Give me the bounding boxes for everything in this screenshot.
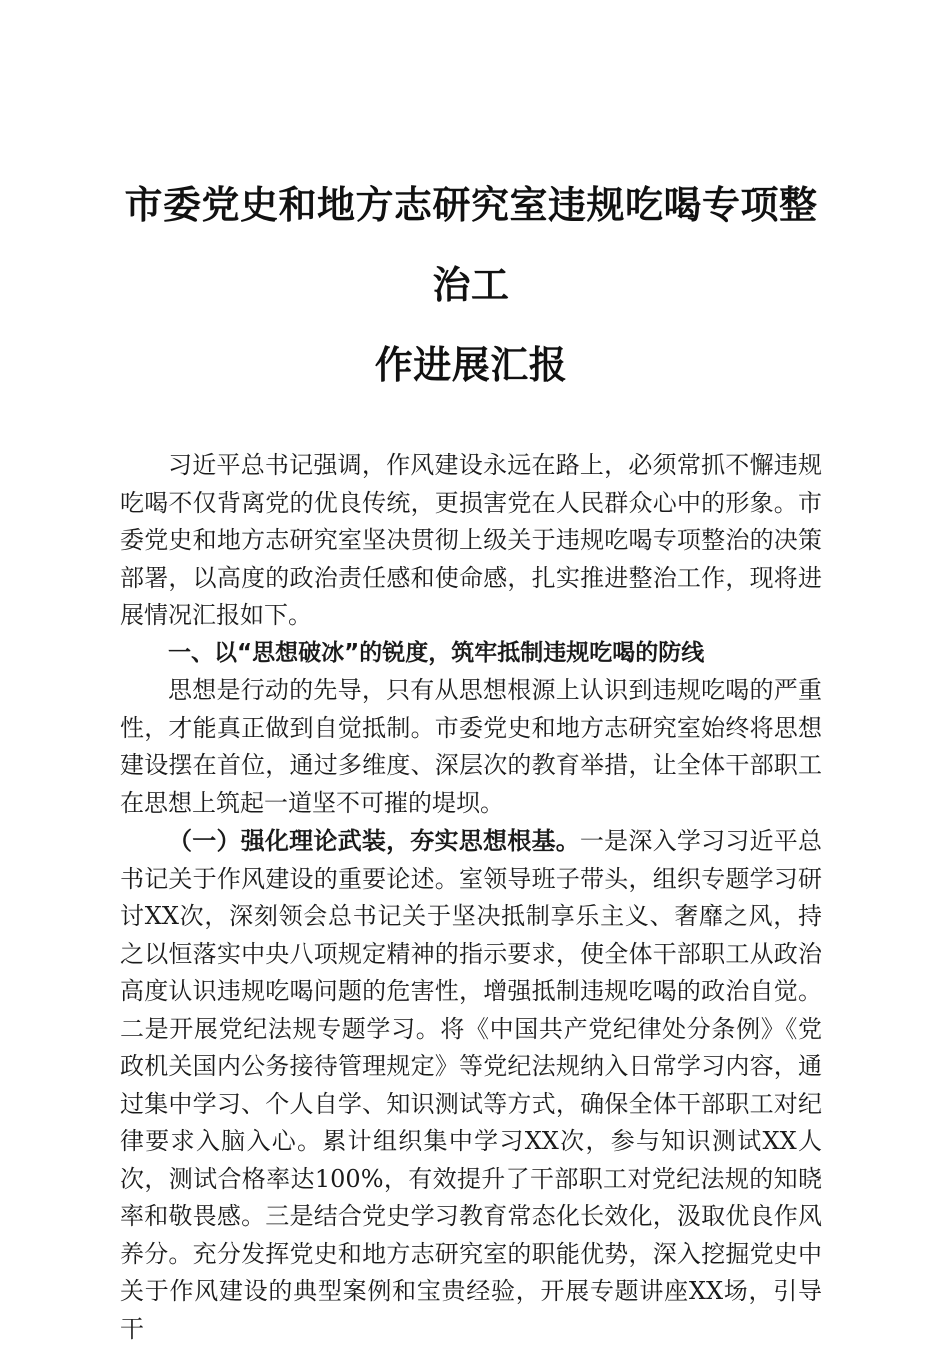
subsection-1-heading: （一）强化理论武装，夯实思想根基。 <box>168 826 580 855</box>
intro-paragraph: 习近平总书记强调，作风建设永远在路上，必须常抓不懈违规吃喝不仅背离党的优良传统，更损害党在人民群众心中的形象。市委党史和地方志研究室坚决贯彻上级关于违规吃喝专项整治的决策部署，以高度的政治责任感和使命感，扎实推进整治工作，现将进展情况汇报如下。 <box>120 451 822 629</box>
subsection-1-body: 一是深入学习习近平总书记关于作风建设的重要论述。室领导班子带头，组织专题学习研讨XX次，深刻领会总书记关于坚决抵制享乐主义、奢靡之风，持之以恒落实中央八项规定精神的指示要求，使全体干部职工从政治高度认识违规吃喝问题的危害性，增强抵制违规吃喝的政治自觉。二是开展党纪法规专题学习。将《中国共产党纪律处分条例》《党政机关国内公务接待管理规定》等党纪法规纳入日常学习内容，通过集中学习、个人自学、知识测试等方式，确保全体干部职工对纪律要求入脑入心。累计组织集中学习XX次，参与知识测试XX人次，测试合格率达100%，有效提升了干部职工对党纪法规的知晓率和敬畏感。三是结合党史学习教育常态化长效化，汲取优良作风养分。充分发挥党史和地方志研究室的职能优势，深入挖掘党史中关于作风建设的典型案例和宝贵经验，开展专题讲座XX场，引导干 <box>120 827 822 1343</box>
document-title <box>120 0 822 405</box>
title-line-1: 市委党史和地方志研究室违规吃喝专项整治工 <box>124 182 818 307</box>
title-line-2: 作进展汇报 <box>374 342 568 387</box>
section-1-paragraph: 思想是行动的先导，只有从思想根源上认识到违规吃喝的严重性，才能真正做到自觉抵制。市委党史和地方志研究室始终将思想建设摆在首位，通过多维度、深层次的教育举措，让全体干部职工在思想上筑起一道坚不可摧的堤坝。 <box>120 676 822 817</box>
document-body <box>120 447 822 1348</box>
subsection-1-paragraph <box>120 822 822 1348</box>
section-1-heading: 一、以“思想破冰”的锐度，筑牢抵制违规吃喝的防线 <box>168 639 705 666</box>
